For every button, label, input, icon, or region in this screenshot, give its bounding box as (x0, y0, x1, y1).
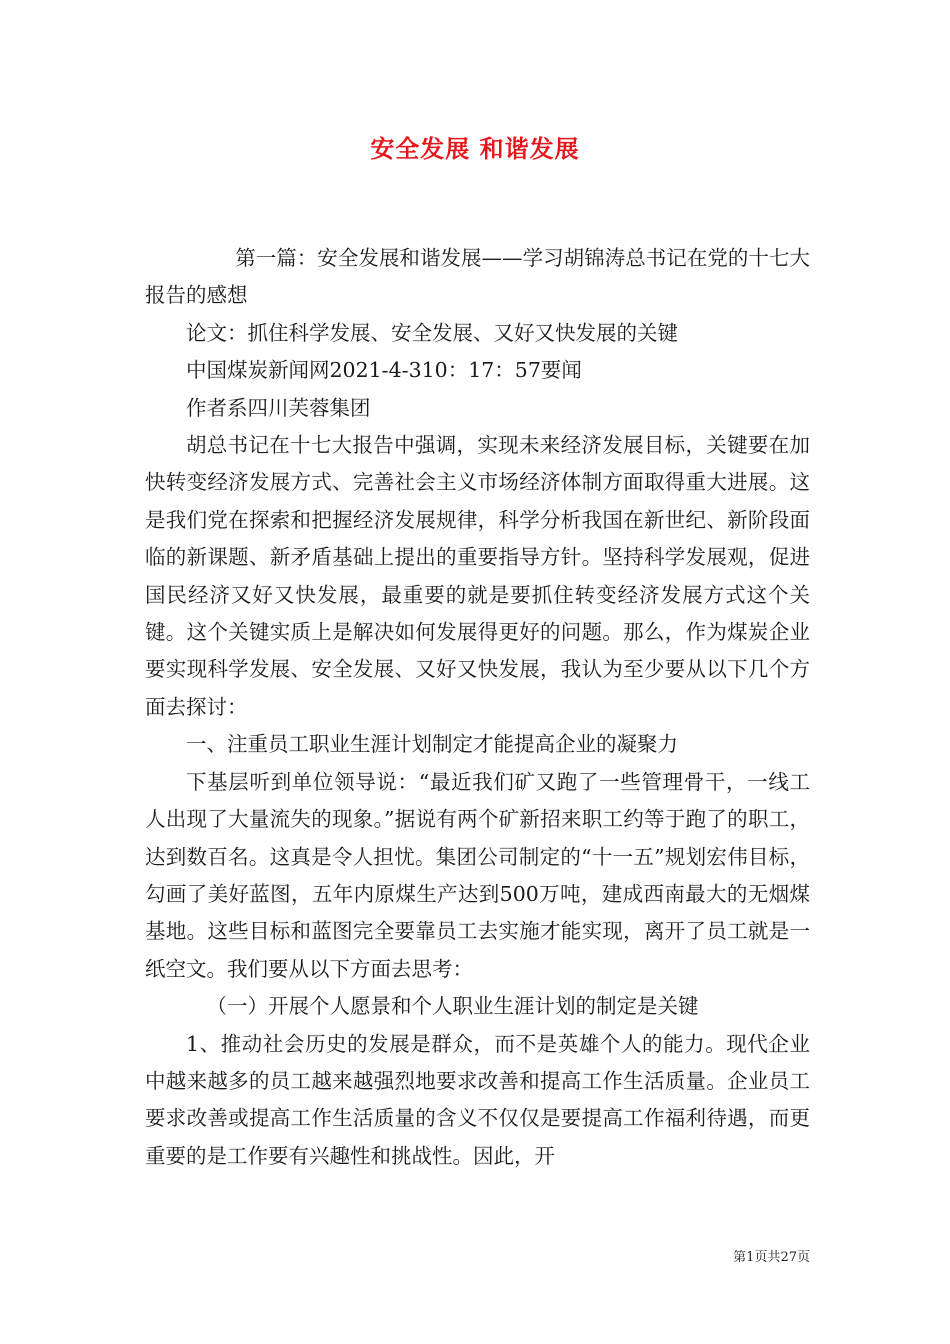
paragraph-intro: 胡总书记在十七大报告中强调，实现未来经济发展目标，关键要在加快转变经济发展方式、完善社会主义市场经济体制方面取得重大进展。这是我们党在探索和把握经济发展规律，科学分析我国在新世纪、新阶段面临的新课题、新矛盾基础上提出的重要指导方针。坚持科学发展观，促进国民经济又好又快发展，最重要的就是要抓住转变经济发展方式这个关键。这个关键实质上是解决如何发展得更好的问题。那么，作为煤炭企业要实现科学发展、安全发展、又好又快发展，我认为至少要从以下几个方面去探讨： (145, 433, 810, 719)
paragraph-thesis: 论文：抓住科学发展、安全发展、又好又快发展的关键 (186, 320, 678, 345)
section-heading-one: 一、注重员工职业生涯计划制定才能提高企业的凝聚力 (186, 732, 678, 757)
subsection-heading-one: （一）开展个人愿景和个人职业生涯计划的制定是关键 (206, 994, 699, 1019)
document-body (145, 240, 810, 1175)
paragraph-section-one: 下基层听到单位领导说：“最近我们矿又跑了一些管理骨干，一线工人出现了大量流失的现象。”据说有两个矿新招来职工约等于跑了的职工，达到数百名。这真是令人担忧。集团公司制定的“十一五”规划宏伟目标，勾画了美好蓝图，五年内原煤生产达到500万吨，建成西南最大的无烟煤基地。这些目标和蓝图完全要靠员工去实施才能实现，离开了员工就是一纸空文。我们要从以下方面去思考： (145, 769, 810, 981)
paragraph-source: 中国煤炭新闻网2021-4-310：17：57要闻 (186, 358, 582, 383)
paragraph-author: 作者系四川芙蓉集团 (186, 395, 371, 420)
paragraph-point-one: 1、推动社会历史的发展是群众，而不是英雄个人的能力。现代企业中越来越多的员工越来越强烈地要求改善和提高工作生活质量。企业员工要求改善或提高工作生活质量的含义不仅仅是要提高工作福利待遇，而更重要的是工作要有兴趣性和挑战性。因此，开 (145, 1031, 810, 1168)
paragraph-first-heading: 第一篇：安全发展和谐发展——学习胡锦涛总书记在党的十七大报告的感想 (145, 246, 810, 308)
page-number-footer: 第1页共27页 (733, 1250, 810, 1265)
document-title: 安全发展 和谐发展 (370, 134, 580, 163)
